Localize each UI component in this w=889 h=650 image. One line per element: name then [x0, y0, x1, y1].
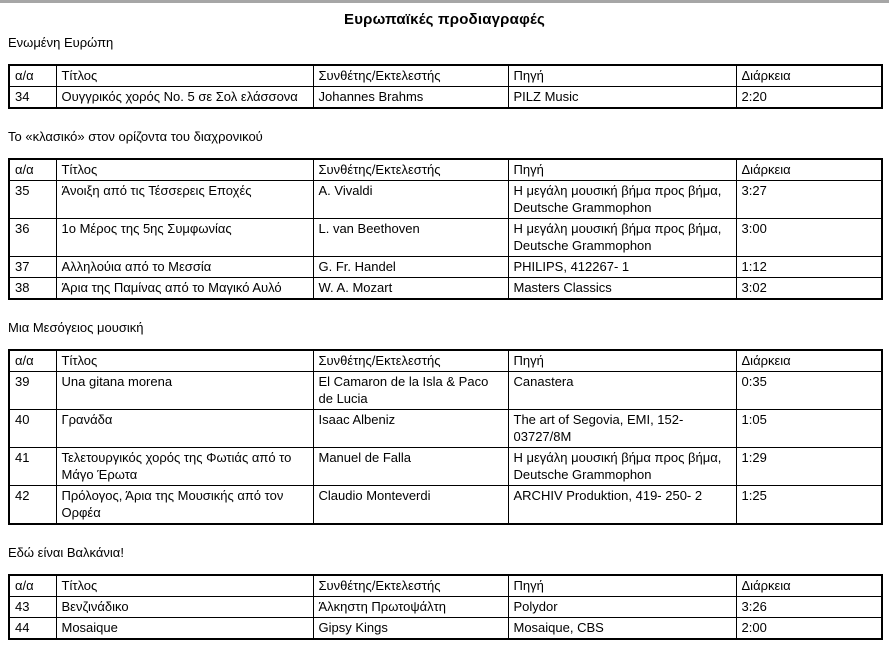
- cell-duration: 3:27: [736, 181, 882, 219]
- cell-duration: 3:26: [736, 597, 882, 618]
- col-header-duration: Διάρκεια: [736, 575, 882, 597]
- section: [8, 35, 881, 109]
- cell-duration: 3:00: [736, 219, 882, 257]
- col-header-source: Πηγή: [508, 575, 736, 597]
- cell-composer: Claudio Monteverdi: [313, 486, 508, 525]
- cell-num: 42: [9, 486, 56, 525]
- cell-num: 37: [9, 257, 56, 278]
- track-table: [8, 158, 883, 300]
- cell-title: Mosaique: [56, 618, 313, 640]
- table-row: [9, 597, 882, 618]
- col-header-source: Πηγή: [508, 159, 736, 181]
- cell-title: Πρόλογος, Άρια της Μουσικής από τον Ορφέα: [56, 486, 313, 525]
- cell-source: Η μεγάλη μουσική βήμα προς βήμα, Deutsche Grammophon: [508, 219, 736, 257]
- section-heading: Μια Μεσόγειος μουσική: [8, 320, 144, 335]
- cell-composer: El Camaron de la Isla & Paco de Lucia: [313, 372, 508, 410]
- cell-title: 1ο Μέρος της 5ης Συμφωνίας: [56, 219, 313, 257]
- table-row: [9, 181, 882, 219]
- cell-title: Una gitana morena: [56, 372, 313, 410]
- page-title: Ευρωπαϊκές προδιαγραφές: [344, 11, 545, 28]
- section-heading: Το «κλασικό» στον ορίζοντα του διαχρονικού: [8, 129, 263, 144]
- cell-source: Canastera: [508, 372, 736, 410]
- track-table: [8, 574, 883, 640]
- col-header-title: Τίτλος: [56, 350, 313, 372]
- col-header-title: Τίτλος: [56, 575, 313, 597]
- section: [8, 129, 881, 300]
- cell-title: Ουγγρικός χορός No. 5 σε Σολ ελάσσονα: [56, 87, 313, 109]
- col-header-duration: Διάρκεια: [736, 159, 882, 181]
- cell-num: 43: [9, 597, 56, 618]
- cell-num: 40: [9, 410, 56, 448]
- cell-title: Γρανάδα: [56, 410, 313, 448]
- col-header-composer: Συνθέτης/Εκτελεστής: [313, 65, 508, 87]
- cell-num: 38: [9, 278, 56, 300]
- table-row: [9, 372, 882, 410]
- cell-title: Αλληλούια από το Μεσσία: [56, 257, 313, 278]
- cell-duration: 3:02: [736, 278, 882, 300]
- col-header-duration: Διάρκεια: [736, 350, 882, 372]
- cell-source: PHILIPS, 412267- 1: [508, 257, 736, 278]
- cell-num: 39: [9, 372, 56, 410]
- table-row: [9, 278, 882, 300]
- section-heading: Ενωμένη Ευρώπη: [8, 35, 114, 50]
- col-header-num: α/α: [9, 350, 56, 372]
- section: [8, 320, 881, 525]
- table-header-row: [9, 350, 882, 372]
- col-header-composer: Συνθέτης/Εκτελεστής: [313, 575, 508, 597]
- track-table: [8, 64, 883, 109]
- cell-num: 41: [9, 448, 56, 486]
- table-row: [9, 448, 882, 486]
- cell-composer: Άλκηστη Πρωτοψάλτη: [313, 597, 508, 618]
- col-header-num: α/α: [9, 65, 56, 87]
- table-row: [9, 410, 882, 448]
- cell-duration: 1:25: [736, 486, 882, 525]
- section: [8, 545, 881, 640]
- cell-source: Polydor: [508, 597, 736, 618]
- cell-duration: 2:00: [736, 618, 882, 640]
- cell-composer: G. Fr. Handel: [313, 257, 508, 278]
- cell-source: Η μεγάλη μουσική βήμα προς βήμα, Deutsche Grammophon: [508, 181, 736, 219]
- col-header-title: Τίτλος: [56, 159, 313, 181]
- table-row: [9, 618, 882, 640]
- col-header-num: α/α: [9, 575, 56, 597]
- col-header-source: Πηγή: [508, 65, 736, 87]
- cell-source: ARCHIV Produktion, 419- 250- 2: [508, 486, 736, 525]
- table-row: [9, 87, 882, 109]
- cell-duration: 1:05: [736, 410, 882, 448]
- cell-composer: Manuel de Falla: [313, 448, 508, 486]
- cell-duration: 1:29: [736, 448, 882, 486]
- col-header-num: α/α: [9, 159, 56, 181]
- cell-duration: 0:35: [736, 372, 882, 410]
- cell-duration: 2:20: [736, 87, 882, 109]
- cell-title: Άνοιξη από τις Τέσσερεις Εποχές: [56, 181, 313, 219]
- cell-composer: A. Vivaldi: [313, 181, 508, 219]
- cell-composer: Johannes Brahms: [313, 87, 508, 109]
- col-header-source: Πηγή: [508, 350, 736, 372]
- cell-source: The art of Segovia, EMI, 152- 03727/8M: [508, 410, 736, 448]
- cell-composer: Gipsy Kings: [313, 618, 508, 640]
- col-header-composer: Συνθέτης/Εκτελεστής: [313, 159, 508, 181]
- col-header-composer: Συνθέτης/Εκτελεστής: [313, 350, 508, 372]
- cell-title: Άρια της Παμίνας από το Μαγικό Αυλό: [56, 278, 313, 300]
- cell-num: 34: [9, 87, 56, 109]
- table-header-row: [9, 575, 882, 597]
- cell-composer: L. van Beethoven: [313, 219, 508, 257]
- cell-source: PILZ Music: [508, 87, 736, 109]
- col-header-title: Τίτλος: [56, 65, 313, 87]
- cell-num: 36: [9, 219, 56, 257]
- track-table: [8, 349, 883, 525]
- table-header-row: [9, 159, 882, 181]
- table-header-row: [9, 65, 882, 87]
- cell-source: Masters Classics: [508, 278, 736, 300]
- table-row: [9, 486, 882, 525]
- table-row: [9, 257, 882, 278]
- cell-source: Mosaique, CBS: [508, 618, 736, 640]
- col-header-duration: Διάρκεια: [736, 65, 882, 87]
- cell-title: Βενζινάδικο: [56, 597, 313, 618]
- cell-title: Τελετουργικός χορός της Φωτιάς από το Μάγο Έρωτα: [56, 448, 313, 486]
- cell-num: 35: [9, 181, 56, 219]
- cell-composer: W. A. Mozart: [313, 278, 508, 300]
- cell-duration: 1:12: [736, 257, 882, 278]
- sections-container: [8, 35, 881, 640]
- cell-num: 44: [9, 618, 56, 640]
- section-heading: Εδώ είναι Βαλκάνια!: [8, 545, 124, 560]
- document-page: [0, 3, 889, 650]
- cell-source: Η μεγάλη μουσική βήμα προς βήμα, Deutsche Grammophon: [508, 448, 736, 486]
- table-row: [9, 219, 882, 257]
- cell-composer: Isaac Albeniz: [313, 410, 508, 448]
